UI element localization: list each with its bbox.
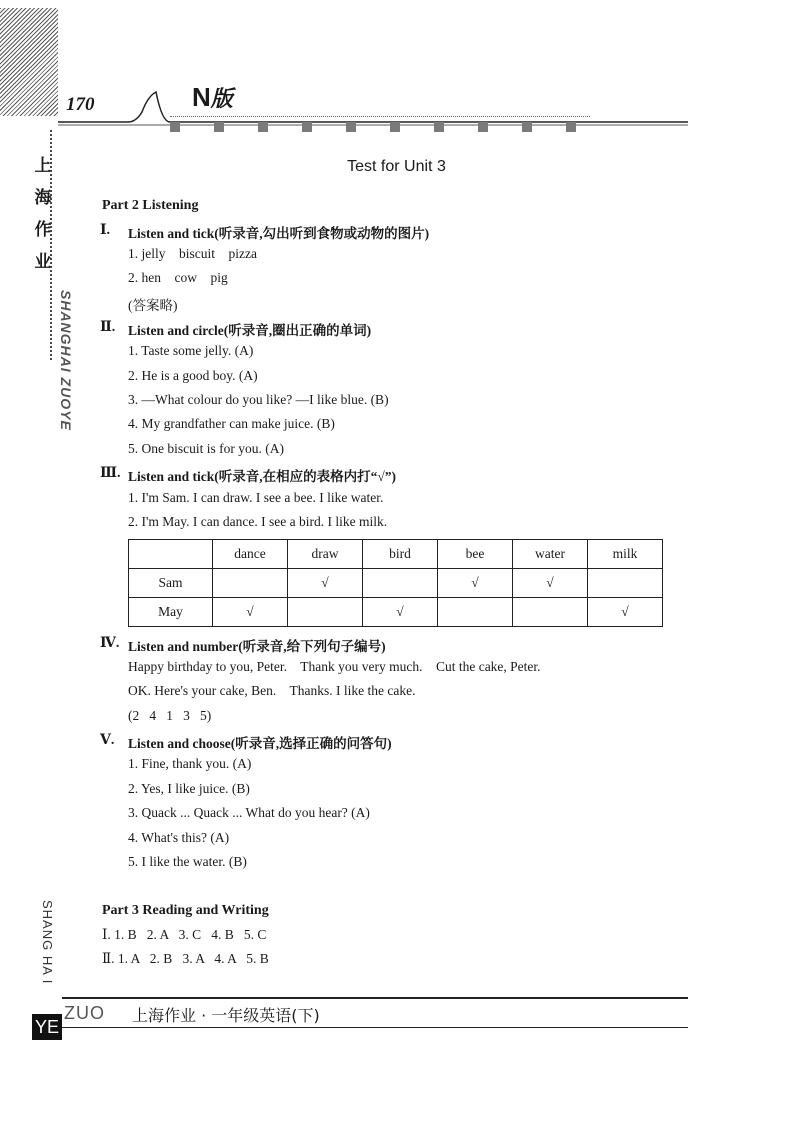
side-title-char: 上	[34, 156, 52, 176]
table-cell: May	[129, 598, 213, 627]
answer-line: Happy birthday to you, Peter. Thank you very much. Cut the cake, Peter.	[128, 659, 541, 674]
answer-line: OK. Here's your cake, Ben. Thanks. I like the cake.	[128, 683, 416, 698]
answer-line: 1. I'm Sam. I can draw. I see a bee. I like water.	[128, 490, 384, 505]
table-row	[129, 569, 663, 598]
square-mark	[566, 122, 576, 132]
section-heading: Listen and number(听录音,给下列句子编号)	[128, 639, 386, 654]
page-number: 170	[66, 94, 95, 115]
table-cell: √	[363, 598, 438, 627]
footer-box-label: YE	[32, 1014, 62, 1040]
table-header-cell: draw	[288, 540, 363, 569]
table-header-cell: dance	[213, 540, 288, 569]
table-cell	[213, 569, 288, 598]
section-heading: Listen and tick(听录音,勾出听到食物或动物的图片)	[128, 226, 430, 241]
square-mark	[302, 122, 312, 132]
side-title-char: 业	[34, 252, 52, 272]
header-square-row	[170, 122, 590, 132]
answer-line: 3. Quack ... Quack ... What do you hear? (A)	[128, 805, 370, 820]
answer-line: Ⅱ. 1. A 2. B 3. A 4. A 5. B	[102, 951, 269, 966]
section-numeral: Ⅰ.	[100, 223, 111, 238]
footer-book-title: 上海作业 · 一年级英语(下)	[132, 1006, 320, 1025]
table-cell	[588, 569, 663, 598]
side-title-char: 海	[34, 188, 52, 208]
table-cell: √	[588, 598, 663, 627]
answer-line: (2 4 1 3 5)	[128, 708, 212, 723]
table-header-cell: bird	[363, 540, 438, 569]
table-header-cell: water	[513, 540, 588, 569]
table-cell: √	[213, 598, 288, 627]
header-dotted-line	[170, 116, 590, 117]
side-title-char: 作	[34, 220, 52, 240]
section-numeral: Ⅳ.	[100, 636, 120, 651]
section-numeral: Ⅱ.	[100, 320, 116, 335]
section-heading: Listen and circle(听录音,圈出正确的单词)	[128, 323, 372, 338]
answer-line: 4. What's this? (A)	[128, 830, 230, 845]
table-cell	[438, 598, 513, 627]
table-header-cell: bee	[438, 540, 513, 569]
section-heading: Listen and choose(听录音,选择正确的问答句)	[128, 736, 392, 751]
side-vertical-text: SHANGHAI ZUOYE	[58, 290, 74, 431]
edition-label	[192, 82, 233, 113]
table-row	[129, 598, 663, 627]
part2-title: Part 2 Listening	[102, 198, 199, 213]
table-cell	[363, 569, 438, 598]
answer-line: 2. hen cow pig	[128, 270, 228, 285]
square-mark	[214, 122, 224, 132]
edition-cn: 版	[210, 87, 233, 112]
table-cell: √	[288, 569, 363, 598]
answer-line: 5. I like the water. (B)	[128, 854, 247, 869]
square-mark	[346, 122, 356, 132]
square-mark	[170, 122, 180, 132]
table-header-cell: milk	[588, 540, 663, 569]
answer-line: 1. Fine, thank you. (A)	[128, 756, 252, 771]
table-header-row	[129, 540, 663, 569]
footer-vertical-text: SHANG HA I	[40, 900, 55, 985]
table-cell	[288, 598, 363, 627]
footer-rule	[62, 1027, 688, 1028]
table-cell	[513, 598, 588, 627]
test-title: Test for Unit 3	[347, 158, 446, 175]
footer-zuo-label: ZUO	[64, 1003, 105, 1023]
section-numeral: Ⅲ.	[100, 466, 121, 481]
answer-line: (答案略)	[128, 298, 178, 313]
header-stripe-decoration	[0, 8, 58, 116]
square-mark	[522, 122, 532, 132]
footer-rule	[62, 997, 688, 999]
answer-line: Ⅰ. 1. B 2. A 3. C 4. B 5. C	[102, 927, 267, 942]
table-header-cell	[129, 540, 213, 569]
square-mark	[434, 122, 444, 132]
answer-line: 2. He is a good boy. (A)	[128, 368, 258, 383]
table-cell: √	[438, 569, 513, 598]
table-cell: Sam	[129, 569, 213, 598]
answer-line: 3. —What colour do you like? —I like blue. (B)	[128, 392, 389, 407]
square-mark	[478, 122, 488, 132]
answer-table	[128, 539, 663, 627]
answer-line: 1. Taste some jelly. (A)	[128, 343, 254, 358]
answer-line: 2. Yes, I like juice. (B)	[128, 781, 250, 796]
edition-letter: N	[192, 82, 211, 112]
header-curve-line	[58, 86, 698, 126]
square-mark	[258, 122, 268, 132]
table-cell: √	[513, 569, 588, 598]
section-heading: Listen and tick(听录音,在相应的表格内打“√”)	[128, 469, 397, 484]
answer-line: 5. One biscuit is for you. (A)	[128, 441, 284, 456]
answer-line: 1. jelly biscuit pizza	[128, 246, 257, 261]
answer-line: 4. My grandfather can make juice. (B)	[128, 416, 335, 431]
square-mark	[390, 122, 400, 132]
part3-title: Part 3 Reading and Writing	[102, 903, 269, 918]
answer-line: 2. I'm May. I can dance. I see a bird. I like milk.	[128, 514, 388, 529]
section-numeral: Ⅴ.	[100, 733, 115, 748]
